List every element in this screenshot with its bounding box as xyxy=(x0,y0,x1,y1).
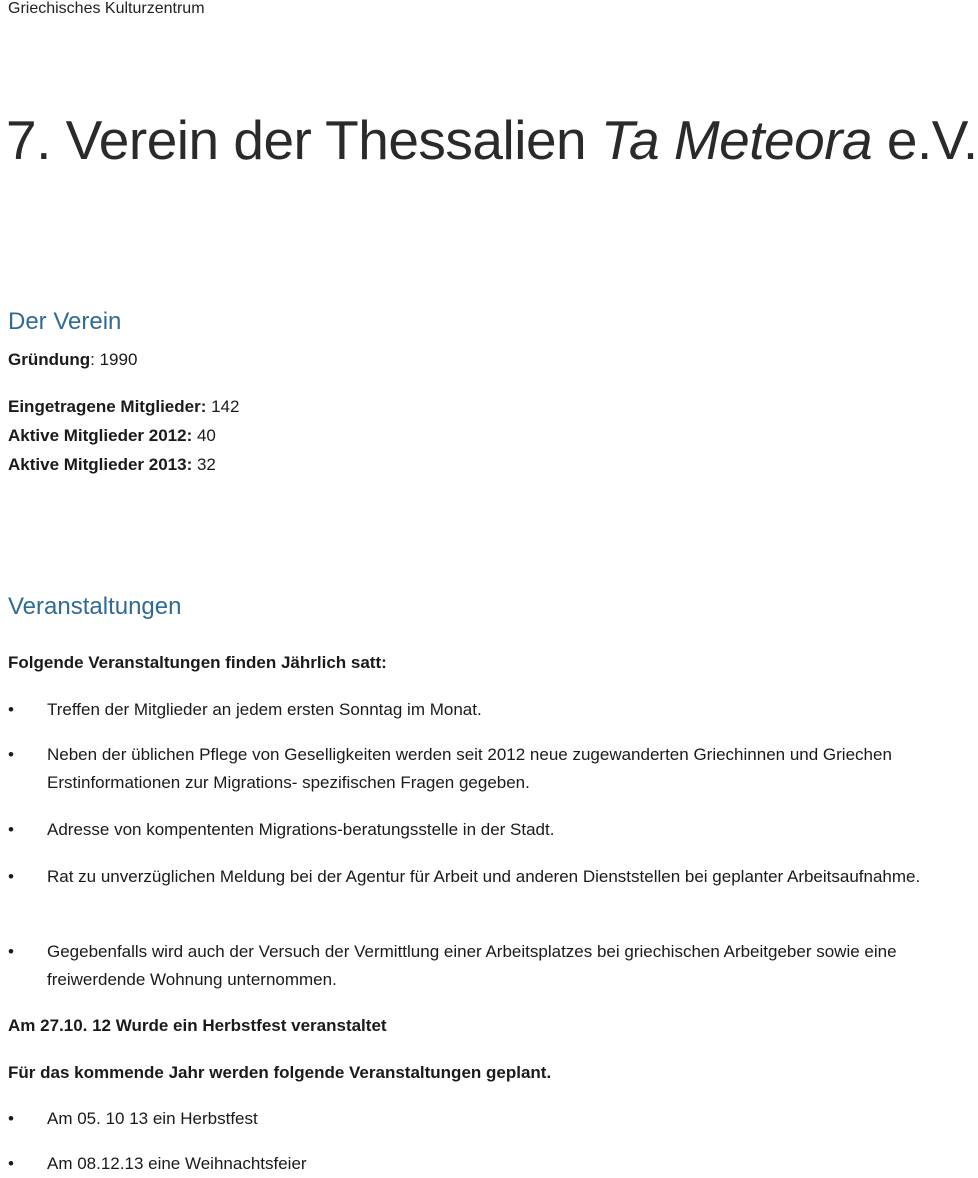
heading-der-verein: Der Verein xyxy=(8,308,122,335)
field-aktive-2013-label: Aktive Mitglieder 2013: xyxy=(8,455,193,474)
field-eingetragene-mitglieder xyxy=(8,397,239,417)
herbstfest-line: Am 27.10. 12 Wurde ein Herbstfest veranstaltet xyxy=(8,1016,387,1035)
bullet-icon: • xyxy=(8,745,14,764)
field-aktive-2012-label: Aktive Mitglieder 2012: xyxy=(8,426,193,445)
field-eingetragene-value: 142 xyxy=(206,397,240,416)
list-item-text: Am 08.12.13 eine Weihnachtsfeier xyxy=(47,1154,307,1173)
veranstaltungen-intro: Folgende Veranstaltungen finden Jährlich satt: xyxy=(8,653,387,672)
bullet-icon: • xyxy=(8,867,14,886)
field-gruendung-label: Gründung xyxy=(8,350,91,369)
field-aktive-2013-value: 32 xyxy=(192,455,216,474)
title-italic: Ta Meteora xyxy=(600,109,873,171)
field-aktive-2012-value: 40 xyxy=(192,426,216,445)
bullet-icon: • xyxy=(8,942,14,961)
org-name: Griechisches Kulturzentrum xyxy=(8,0,205,17)
list-item-text: Adresse von kompententen Migrations-beratungsstelle in der Stadt. xyxy=(47,820,555,839)
heading-veranstaltungen: Veranstaltungen xyxy=(8,593,182,620)
title-suffix: e.V. xyxy=(872,109,978,171)
field-aktive-2012 xyxy=(8,426,216,446)
planned-intro: Für das kommende Jahr werden folgende Veranstaltungen geplant. xyxy=(8,1063,552,1082)
list-item-text: Gegebenfalls wird auch der Versuch der Vermittlung einer Arbeitsplatzes bei griechischen Arbeitgeber sowie eine freiwerdende Wohnung unternommen. xyxy=(47,942,897,989)
list-item-text: Am 05. 10 13 ein Herbstfest xyxy=(47,1109,258,1128)
field-eingetragene-label: Eingetragene Mitglieder: xyxy=(8,397,207,416)
bullet-icon: • xyxy=(8,1154,14,1173)
bullet-icon: • xyxy=(8,700,14,719)
list-item-text: Neben der üblichen Pflege von Geselligkeiten werden seit 2012 neue zugewanderten Griechinnen und Griechen Erstinformationen zur Migrations- spezifischen Fragen gegeben. xyxy=(47,745,892,792)
list-item-text: Treffen der Mitglieder an jedem ersten Sonntag im Monat. xyxy=(47,700,482,719)
list-item-text: Rat zu unverzüglichen Meldung bei der Agentur für Arbeit und anderen Dienststellen bei geplanter Arbeitsaufnahme. xyxy=(47,867,921,886)
field-gruendung-value: : 1990 xyxy=(90,350,138,369)
bullet-icon: • xyxy=(8,1109,14,1128)
title-main: 7. Verein der Thessalien xyxy=(6,109,601,171)
document-title xyxy=(6,108,978,172)
field-gruendung xyxy=(8,350,137,370)
field-aktive-2013 xyxy=(8,455,216,475)
bullet-icon: • xyxy=(8,820,14,839)
